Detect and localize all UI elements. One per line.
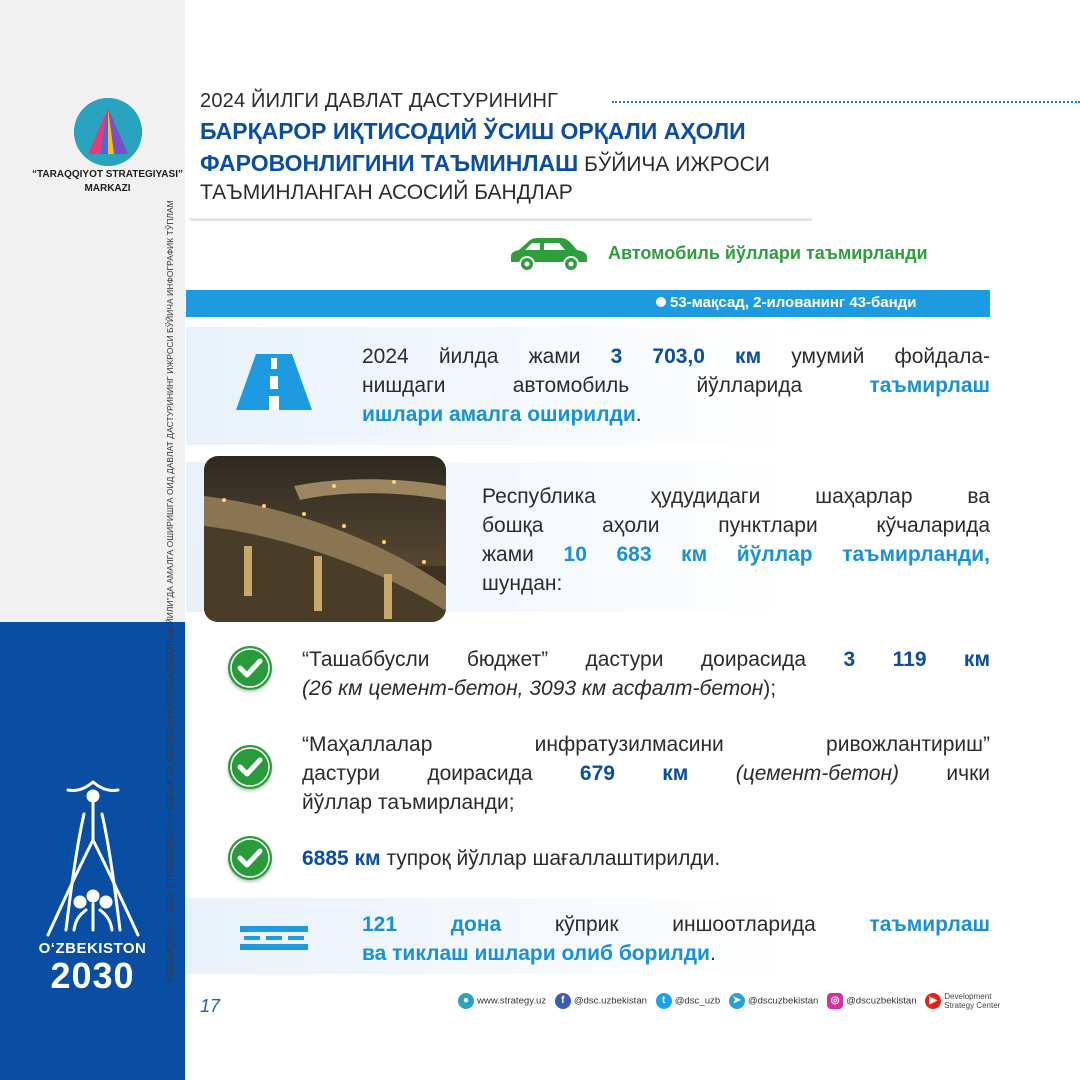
s1-highlight-1: таъмирлаш <box>869 374 990 397</box>
item2-text-1: “Маҳаллалар инфратузилмасини ривожлантириш” <box>302 733 990 756</box>
uz-wordmark-line2: 2030 <box>50 955 135 996</box>
youtube-text-2: Strategy Center <box>944 1001 1001 1010</box>
road-icon <box>236 354 312 410</box>
item2-text <box>302 730 990 817</box>
item2-value: 679 км <box>579 762 689 785</box>
org-name-line1: “TARAQQIYOT STRATEGIYASI” <box>32 169 183 180</box>
s1-highlight-2: ишлари амалга оширилди <box>362 403 636 426</box>
header-dotted-line <box>612 101 1080 103</box>
org-name-line2: MARKAZI <box>84 183 131 194</box>
s1-value: 3 703,0 км <box>610 345 762 368</box>
item2-detail: (цемент-бетон) <box>735 762 900 785</box>
twitter-link[interactable] <box>656 993 720 1009</box>
s3-text-1: кўприк иншоотларида <box>554 913 816 936</box>
strategy-center-logo <box>74 98 142 166</box>
section3-text <box>362 910 990 968</box>
goal-reference <box>656 294 916 311</box>
uz-wordmark-line1: O‘ZBEKISTON <box>38 940 147 957</box>
section1-text <box>362 342 990 429</box>
check-icon <box>228 745 272 789</box>
s2-line1: Республика ҳудудидаги шаҳарлар ва <box>482 485 990 508</box>
s1-end: . <box>635 403 642 426</box>
s2-line4: шундан: <box>482 572 563 595</box>
item2-text-4: ички <box>946 762 990 785</box>
org-name <box>20 168 195 196</box>
telegram-link[interactable] <box>729 993 819 1009</box>
facebook-icon: f <box>555 993 571 1009</box>
item1-text <box>302 645 990 703</box>
s3-highlight-1: таъмирлаш <box>869 913 990 936</box>
bridge-icon <box>240 926 308 950</box>
website-text: www.strategy.uz <box>477 995 547 1007</box>
telegram-text: @dscuzbekistan <box>747 995 819 1007</box>
instagram-text: @dscuzbekistan <box>846 995 917 1007</box>
item1-text-1: “Ташаббусли бюджет” дастури доирасида <box>302 648 807 671</box>
sidebar-top <box>0 0 185 622</box>
item1-end: ); <box>763 677 777 700</box>
bullet-icon <box>656 297 666 307</box>
item3-text <box>302 844 990 873</box>
highway-interchange-photo <box>204 456 446 622</box>
goal-text: 53-мақсад, 2-илованинг 43-банди <box>670 294 917 311</box>
item1-value: 3 119 км <box>843 648 990 671</box>
header-line3 <box>200 150 770 177</box>
uzbekistan-2030-wordmark <box>20 940 165 995</box>
header-line4: ТАЪМИНЛАНГАН АСОСИЙ БАНДЛАР <box>200 181 573 204</box>
header-divider <box>190 218 812 221</box>
twitter-icon: t <box>656 993 672 1009</box>
facebook-text: @dsc.uzbekistan <box>573 995 648 1007</box>
s3-highlight-2: ва тиклаш ишлари олиб борилди <box>362 942 710 965</box>
telegram-icon: ➤ <box>729 993 745 1009</box>
s2-highlight: 10 683 км йўллар таъмирланди, <box>563 543 990 566</box>
header-line3-rest: БЎЙИЧА ИЖРОСИ <box>578 153 770 176</box>
item1-detail: (26 км цемент-бетон, 3093 км асфалт-бетон <box>302 677 764 700</box>
s2-line2: бошқа аҳоли пунктлари кўчаларида <box>482 514 990 537</box>
car-icon <box>505 236 589 274</box>
s1-text-3: нишдаги автомобиль йўлларида <box>362 374 803 397</box>
item3-text-1: тупроқ йўллар шағаллаштирилди. <box>386 847 721 870</box>
youtube-icon: ▶ <box>925 993 941 1009</box>
website-link[interactable] <box>458 993 546 1009</box>
check-icon <box>228 646 272 690</box>
s1-text-2: умумий фойдала- <box>791 345 990 368</box>
footer-links <box>458 992 1018 1012</box>
item2-text-2: дастури доирасида <box>302 762 533 785</box>
globe-icon: ● <box>458 993 474 1009</box>
s1-text-1: 2024 йилда жами <box>362 345 581 368</box>
uzbekistan-2030-emblem <box>38 770 148 940</box>
item2-text-5: йўллар таъмирланди; <box>302 791 515 814</box>
twitter-text: @dsc_uzb <box>674 995 721 1007</box>
s3-end: . <box>709 942 716 965</box>
instagram-link[interactable] <box>827 993 917 1009</box>
header-line1: 2024 ЙИЛГИ ДАВЛАТ ДАСТУРИНИНГ <box>200 90 559 112</box>
header-line3-bold: ФАРОВОНЛИГИНИ ТАЪМИНЛАШ <box>200 150 579 176</box>
item3-value: 6885 км <box>302 847 381 870</box>
youtube-text-1: Development <box>944 992 992 1001</box>
instagram-icon: ◎ <box>827 993 843 1009</box>
section2-text <box>482 482 990 598</box>
page-number: 17 <box>200 996 221 1016</box>
check-icon <box>228 836 272 880</box>
vertical-caption: “ЎЗБЕКИСТОН — 2030” СТРАТЕГИЯСИНИ “ЁШЛАР ВА БИЗНЕСНИ ҚЎЛЛАБ-ҚУВВАТЛАШ ЙИЛИ”ДА АМАЛГА ОШИРИШГА ОИД ДАВЛАТ ДАСТУРИНИНГ ИЖРОСИ БЎЙИЧА ИНФОГРАФИК ТЎПЛАМ <box>165 200 175 985</box>
s2-text-1: жами <box>482 543 534 566</box>
topic-title: Автомобиль йўллари таъмирланди <box>608 243 928 263</box>
facebook-link[interactable] <box>555 993 647 1009</box>
s3-value: 121 дона <box>362 913 502 936</box>
youtube-link[interactable] <box>925 992 1000 1010</box>
header-line2: БАРҚАРОР ИҚТИСОДИЙ ЎСИШ ОРҚАЛИ АҲОЛИ <box>200 118 746 144</box>
